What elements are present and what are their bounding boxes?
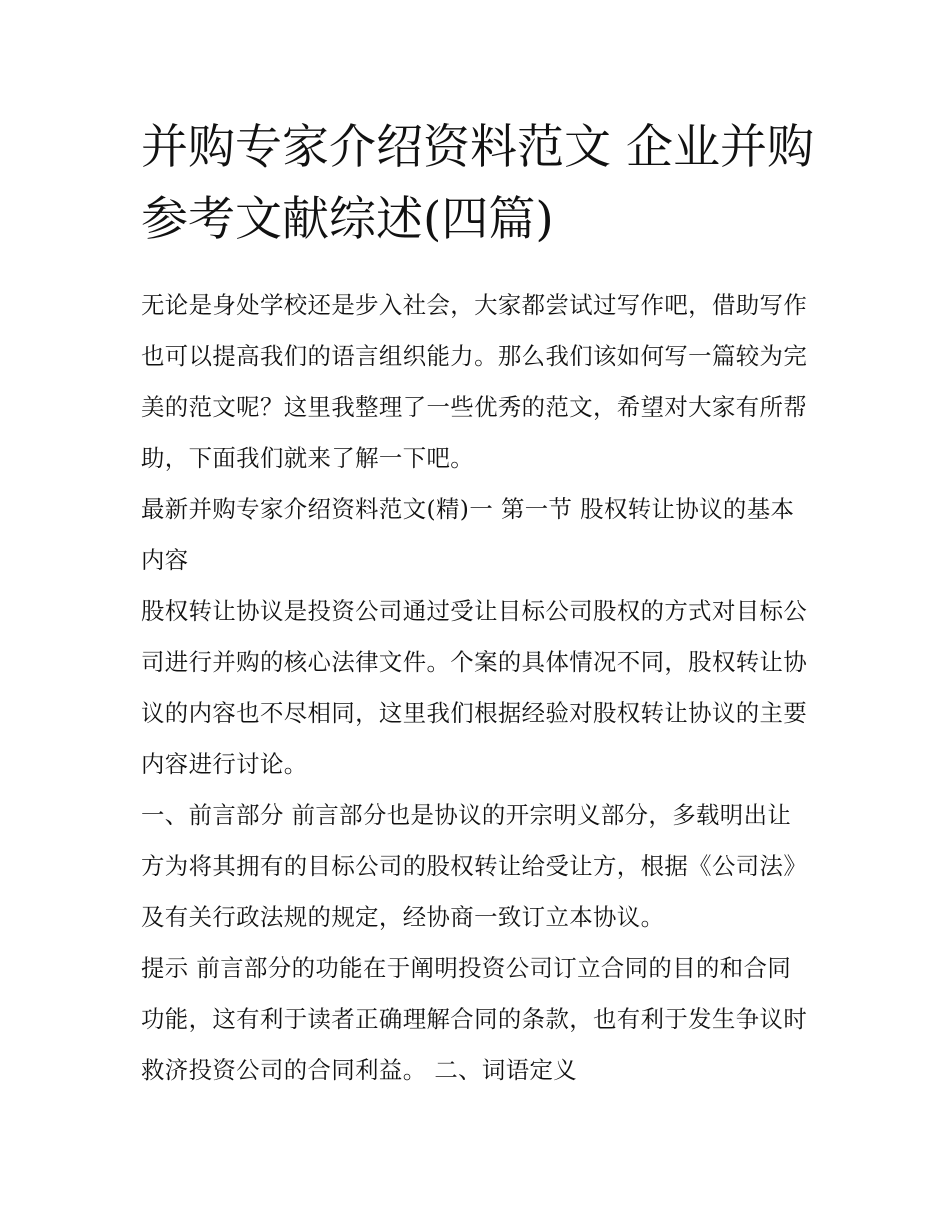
paragraph-agreement-overview: 股权转让协议是投资公司通过受让目标公司股权的方式对目标公司进行并购的核心法律文件。个案的具体情况不同，股权转让协议的内容也不尽相同，这里我们根据经验对股权转让协议的主要内容进行讨论。: [141, 597, 808, 778]
paragraph-section-heading: 最新并购专家介绍资料范文(精)一 第一节 股权转让协议的基本内容: [141, 495, 795, 574]
document-body: [141, 280, 813, 1096]
paragraph-preface: 一、前言部分 前言部分也是协议的开宗明义部分，多载明出让方为将其拥有的目标公司的股权转让给受让方，根据《公司法》及有关行政法规的规定，经协商一致订立本协议。: [141, 801, 808, 931]
paragraph-tip: 提示 前言部分的功能在于阐明投资公司订立合同的目的和合同功能，这有利于读者正确理解合同的条款，也有利于发生争议时救济投资公司的合同利益。 二、词语定义: [141, 954, 808, 1084]
paragraph-intro: 无论是身处学校还是步入社会，大家都尝试过写作吧，借助写作也可以提高我们的语言组织能力。那么我们该如何写一篇较为完美的范文呢？这里我整理了一些优秀的范文，希望对大家有所帮助，下面我们就来了解一下吧。: [141, 291, 808, 472]
document-title: 并购专家介绍资料范文 企业并购参考文献综述(四篇): [141, 120, 814, 247]
